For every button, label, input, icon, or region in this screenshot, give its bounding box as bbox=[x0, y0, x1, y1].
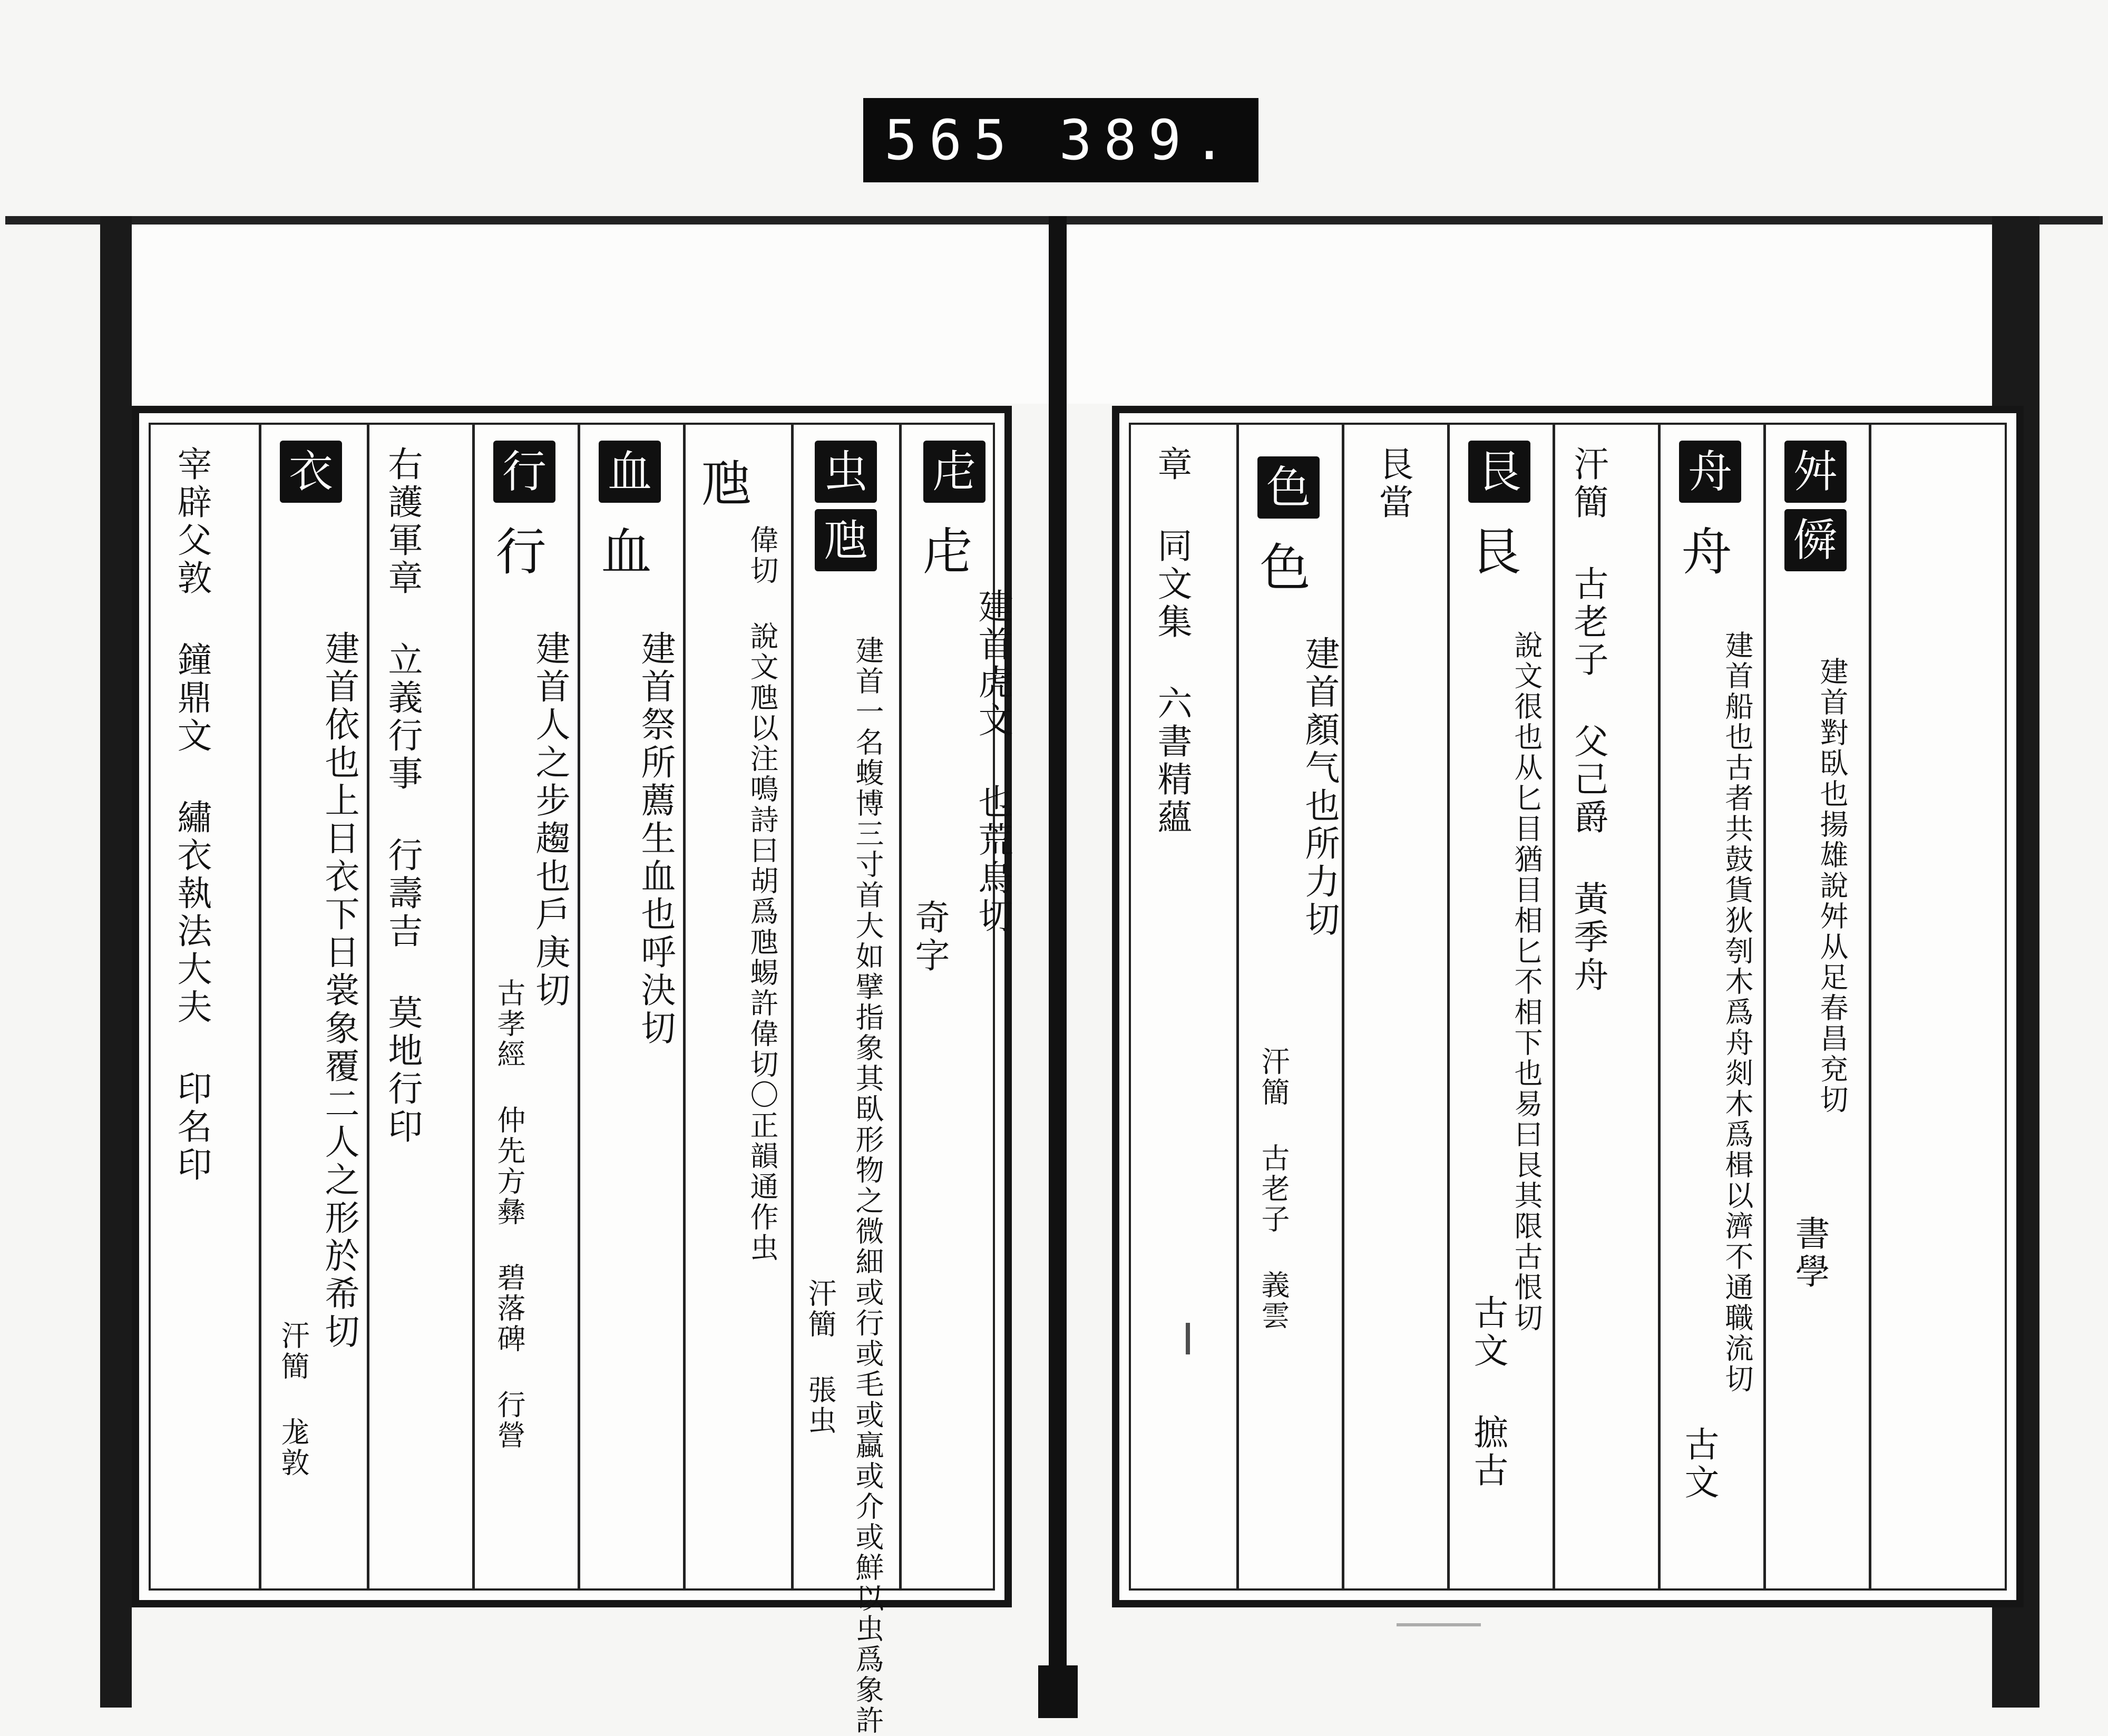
right-upper-margin bbox=[1067, 225, 1992, 404]
catalog-number-label bbox=[863, 98, 1258, 182]
entry-text: 艮當 bbox=[1373, 446, 1413, 522]
entry-text: 汗簡 古老子 父己爵 黃季舟 bbox=[1568, 446, 1608, 994]
entry-text: 建首祭所薦生血也呼決切 bbox=[635, 630, 676, 1048]
seal-glyph: 色 bbox=[1252, 541, 1311, 596]
book-spine bbox=[1049, 216, 1067, 1710]
entry-note: 汗簡 古老子 義雲 bbox=[1257, 1047, 1290, 1331]
column-rule bbox=[683, 425, 686, 1588]
entry-note: 奇字 bbox=[909, 899, 950, 975]
column-rule bbox=[578, 425, 580, 1588]
radical-header: 血 bbox=[599, 441, 661, 503]
column-rule bbox=[899, 425, 902, 1588]
column-rule bbox=[1342, 425, 1344, 1588]
column-rule bbox=[259, 425, 261, 1588]
entry-note: 汗簡 張虫 bbox=[804, 1279, 837, 1436]
radical-header: 虍 bbox=[923, 441, 985, 503]
radical-header: 行 bbox=[493, 441, 555, 503]
entry-note: 古文 摭古 bbox=[1468, 1294, 1508, 1490]
radical-header: 色 bbox=[1257, 456, 1320, 519]
column-rule bbox=[1236, 425, 1239, 1588]
column-rule bbox=[472, 425, 475, 1588]
right-page-frame bbox=[1129, 423, 2007, 1591]
entry-text: 右護軍章 立義行事 行壽吉 莫地行印 bbox=[382, 446, 423, 1146]
radical-header-variant: 虺 bbox=[815, 509, 877, 571]
catalog-left-number: 565 bbox=[884, 108, 1018, 172]
radical-header-variant: 僢 bbox=[1784, 509, 1847, 571]
entry-text: 章 同文集 六書精蘊 bbox=[1151, 446, 1192, 837]
column-rule bbox=[1658, 425, 1661, 1588]
column-rule bbox=[1869, 425, 1871, 1588]
entry-text: 建首對臥也揚雄說舛从足春昌兗切 bbox=[1816, 657, 1849, 1115]
seal-glyph: 艮 bbox=[1462, 525, 1521, 580]
scan-noise bbox=[1397, 1623, 1481, 1626]
entry-text: 建首船也古者共鼓貨狄刳木爲舟剡木爲楫以濟不通職流切 bbox=[1721, 630, 1754, 1394]
entry-text: 建首一名蝮博三寸首大如擘指象其臥形物之微細或行或毛或蠃或介或鮮以虫爲象許 bbox=[851, 636, 884, 1736]
radical-header: 舟 bbox=[1679, 441, 1741, 503]
entry-note: 汗簡 尨敦 bbox=[277, 1321, 310, 1478]
entry-note: 古文 bbox=[1678, 1426, 1719, 1502]
left-page-edge bbox=[100, 216, 132, 1708]
left-page-frame bbox=[149, 423, 1013, 1736]
seal-glyph: 行 bbox=[487, 525, 546, 580]
seal-glyph: 虺 bbox=[693, 456, 752, 511]
column-rule bbox=[1553, 425, 1555, 1588]
spine-clip bbox=[1038, 1665, 1078, 1718]
entry-text: 建首顏气也所力切 bbox=[1299, 636, 1340, 939]
scan-noise bbox=[1186, 1323, 1190, 1354]
column-rule bbox=[367, 425, 369, 1588]
radical-header: 艮 bbox=[1468, 441, 1530, 503]
entry-text: 偉切 說文虺以注鳴詩曰胡爲虺蜴許偉切〇正韻通作虫 bbox=[746, 525, 779, 1263]
column-rule bbox=[1447, 425, 1450, 1588]
catalog-right-number: 389. bbox=[1059, 108, 1237, 172]
right-page bbox=[1112, 406, 2024, 1607]
radical-header: 虫 bbox=[815, 441, 877, 503]
entry-text: 宰辟父敦 鐘鼎文 繡衣執法大夫 印名印 bbox=[171, 446, 212, 1184]
entry-text: 說文很也从匕目猶目相匕不相下也易曰艮其限古恨切 bbox=[1510, 630, 1543, 1333]
radical-header: 衣 bbox=[280, 441, 342, 503]
entry-note: 書學 bbox=[1789, 1215, 1830, 1291]
left-upper-margin bbox=[132, 225, 1049, 404]
left-page bbox=[132, 406, 1013, 1736]
entry-text: 建首虎文 也荒烏切 bbox=[972, 588, 1013, 935]
entry-note: 古孝經 仲先方彝 碧落碑 行營 bbox=[493, 978, 526, 1451]
entry-text: 建首依也上日衣下日裳象覆二人之形於希切 bbox=[319, 630, 359, 1351]
column-rule bbox=[1763, 425, 1766, 1588]
seal-glyph: 虍 bbox=[914, 525, 973, 580]
seal-glyph: 舟 bbox=[1673, 525, 1732, 580]
column-rule bbox=[791, 425, 794, 1588]
radical-header: 舛 bbox=[1784, 441, 1847, 503]
seal-glyph: 血 bbox=[593, 525, 652, 580]
entry-text: 建首人之步趨也戶庚切 bbox=[530, 630, 570, 1010]
